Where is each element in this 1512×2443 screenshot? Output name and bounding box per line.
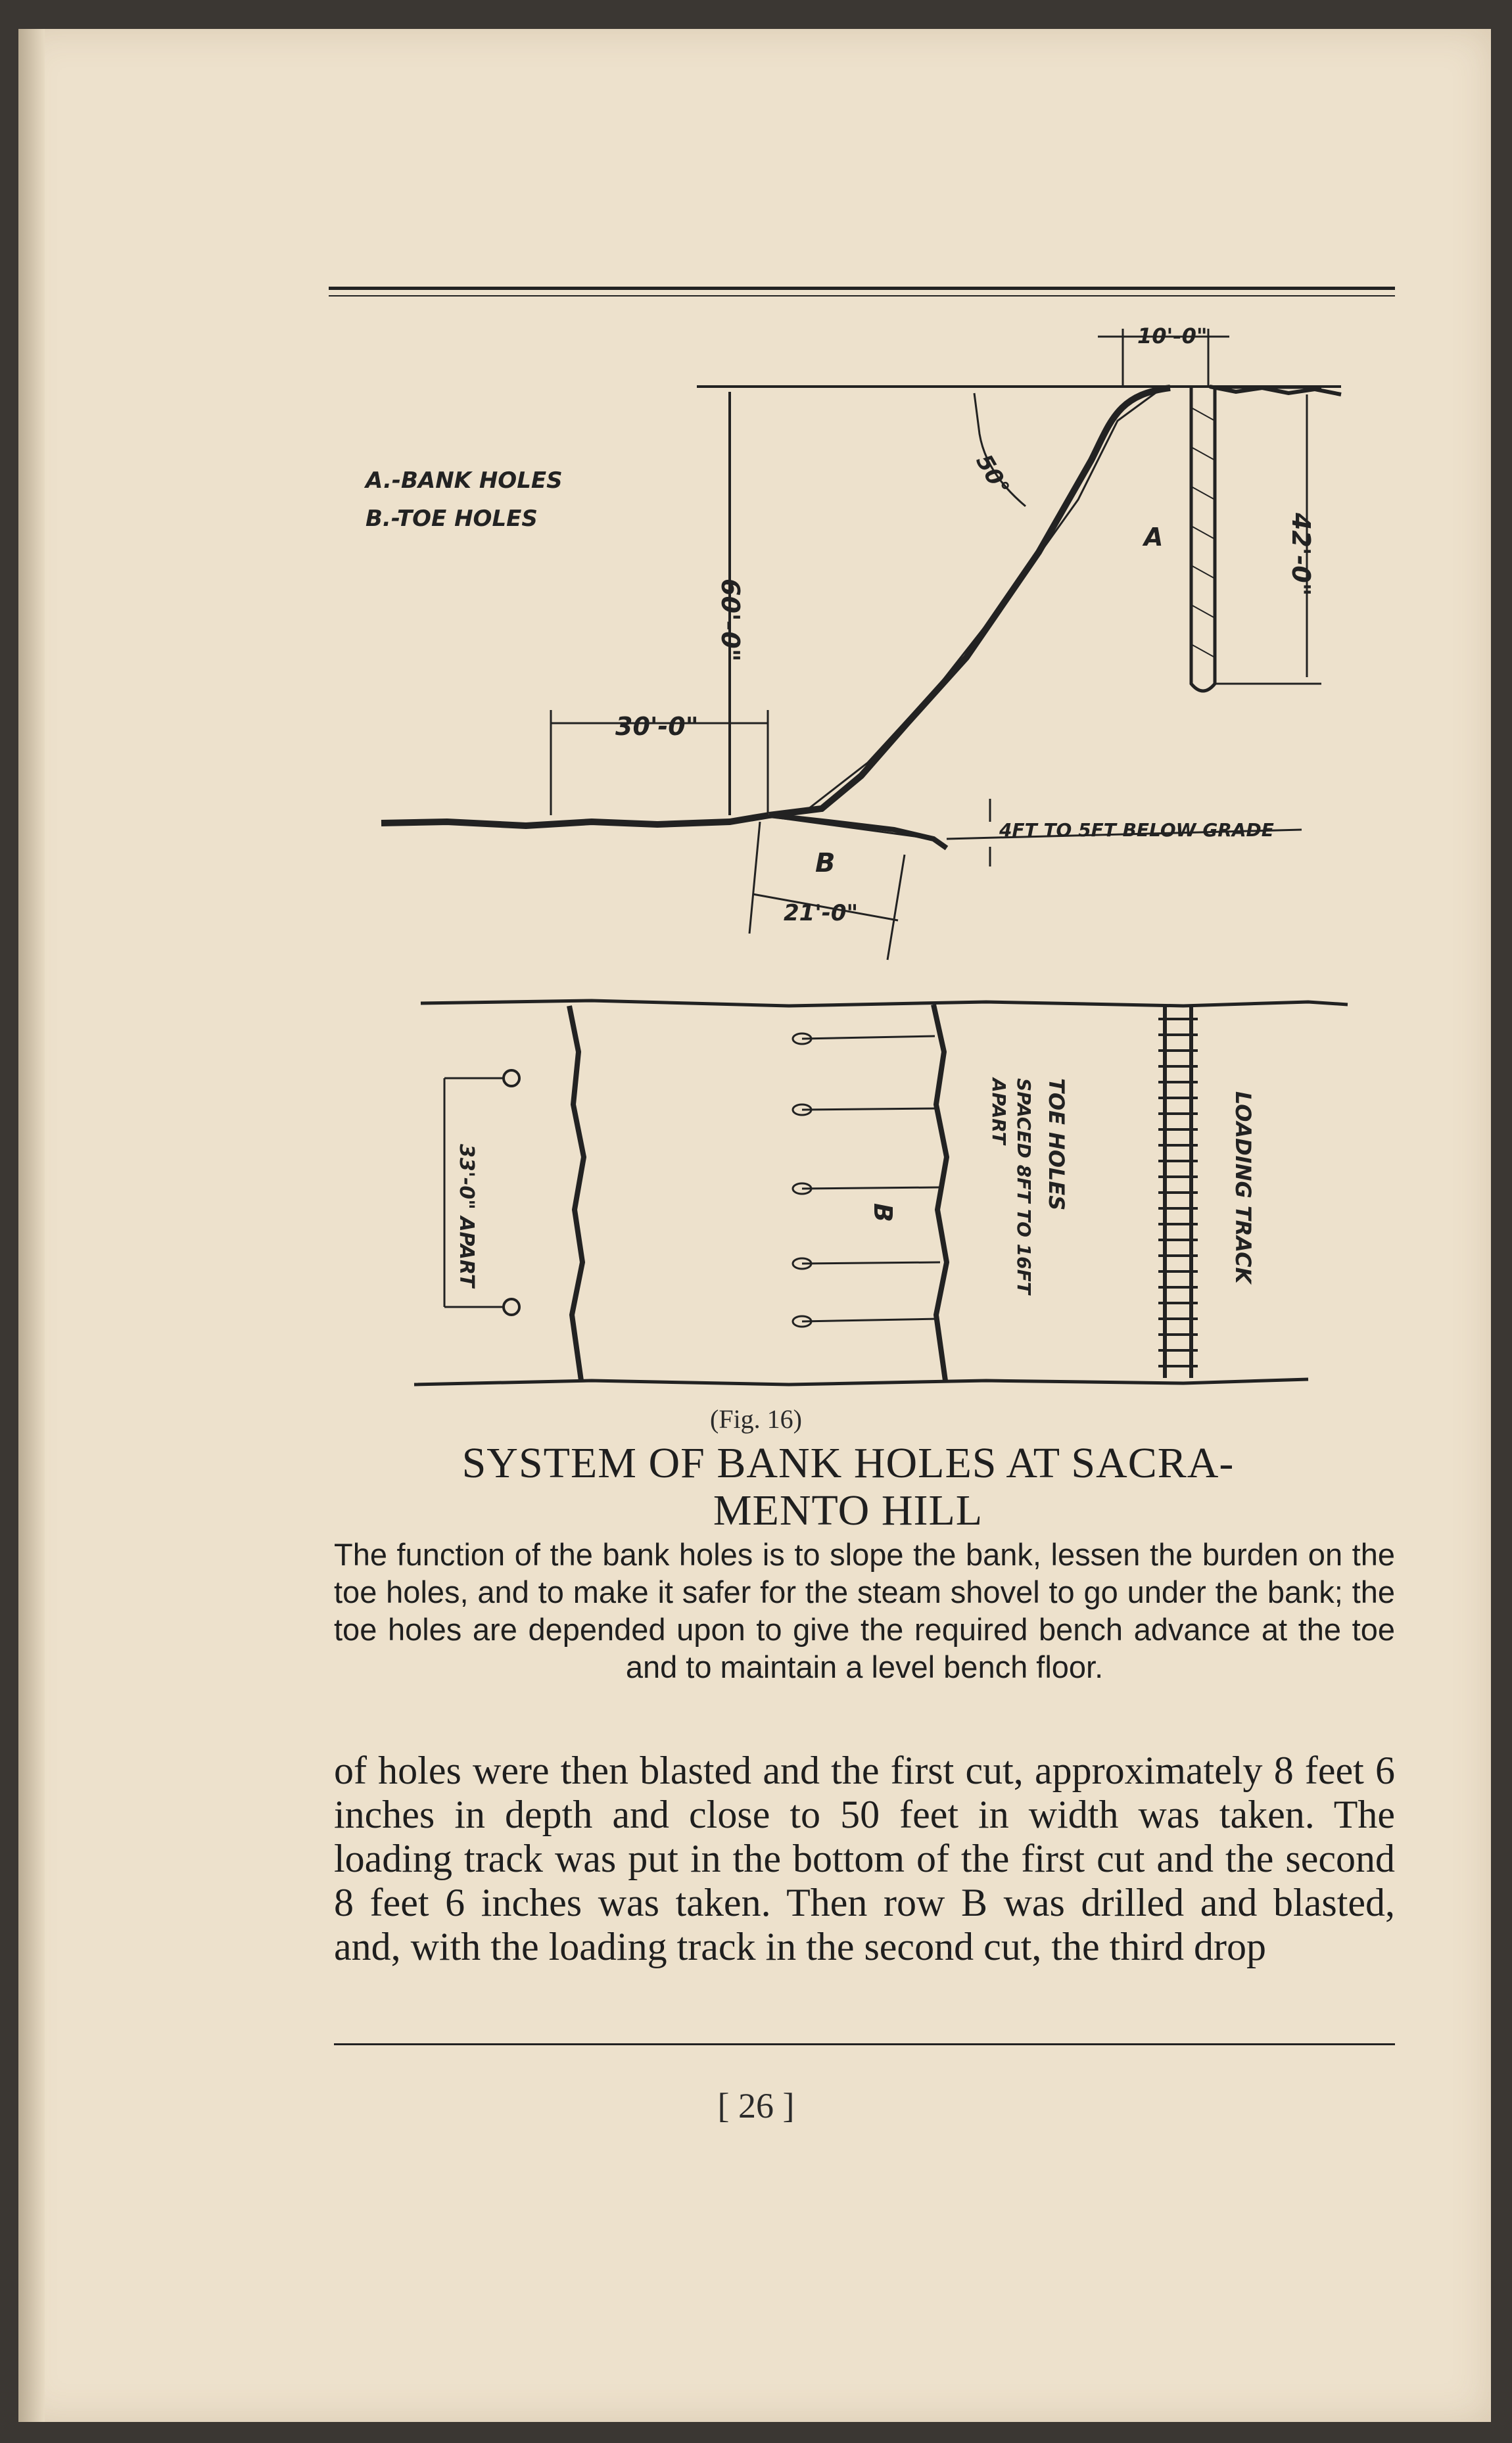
legend-b: B.-TOE HOLES [366,506,538,532]
bank-hole-a [1191,388,1215,691]
caption-title-line1: SYSTEM OF BANK HOLES AT SACRA- [461,1439,1235,1487]
dim-top-width-label: 10'-0" [1137,323,1208,348]
plan-track-label: LOADING TRACK [1231,1091,1256,1284]
slope-face [769,388,1170,815]
bottom-ground [381,815,769,826]
dim-toe-span-label: 21'-0" [784,900,859,926]
dim-height-label: 60'-0" [716,579,745,662]
plan-bottom-edge [414,1379,1308,1385]
bottom-rule [334,2043,1395,2045]
caption-title [381,1440,1315,1534]
toe-hole-b [769,817,933,839]
plan-label-b: B [868,1203,897,1222]
figure-number: (Fig. 16) [710,1404,802,1434]
dim-depth-label: 42'-0" [1287,513,1315,596]
bank-hole-a-hatch [1191,408,1215,657]
body-paragraph: of holes were then blasted and the first cut, approximately 8 feet 6 inches in depth and close to 50 feet in width was taken. The loading track was put in the bottom of the first cut and the second 8 feet 6 inches was taken. Then row B was drilled and blasted, and, with the loading track in the second cut, the third drop [334,1749,1395,1968]
caption-body: The function of the bank holes is to slope the bank, lessen the burden on the toe holes, and to make it safer for the steam shovel to go under the bank; the toe holes are depended upon to give the required bench advance at the toe and to maintain a level bench floor. [334,1537,1395,1684]
dim-offset-label: 30'-0" [615,712,699,741]
plan-toe-holes [793,1033,940,1327]
slope-hatch-inner [809,392,1157,809]
caption-title-line2: MENTO HILL [713,1486,983,1534]
page-number: [ 26 ] [717,2086,795,2125]
plan-bank-hole-1 [504,1070,519,1086]
plan-top-edge [421,1001,1348,1006]
plan-toe-note-3: APART [988,1078,1010,1145]
plan-bank-hole-2 [504,1299,519,1315]
label-a: A [1144,523,1164,552]
plan-toe-edge [933,1005,947,1381]
below-grade-note: 4FT TO 5FT BELOW GRADE [999,819,1274,841]
label-b: B [815,848,836,878]
plan-toe-note-2: SPACED 8FT TO 16FT [1013,1078,1035,1294]
dim-angle-label: 50° [970,450,1015,500]
plan-toe-note-1: TOE HOLES [1044,1078,1069,1211]
plan-bank-edge [569,1006,584,1381]
plan-spacing-label: 33'-0" APART [455,1144,478,1288]
legend-a: A.-BANK HOLES [366,467,563,494]
